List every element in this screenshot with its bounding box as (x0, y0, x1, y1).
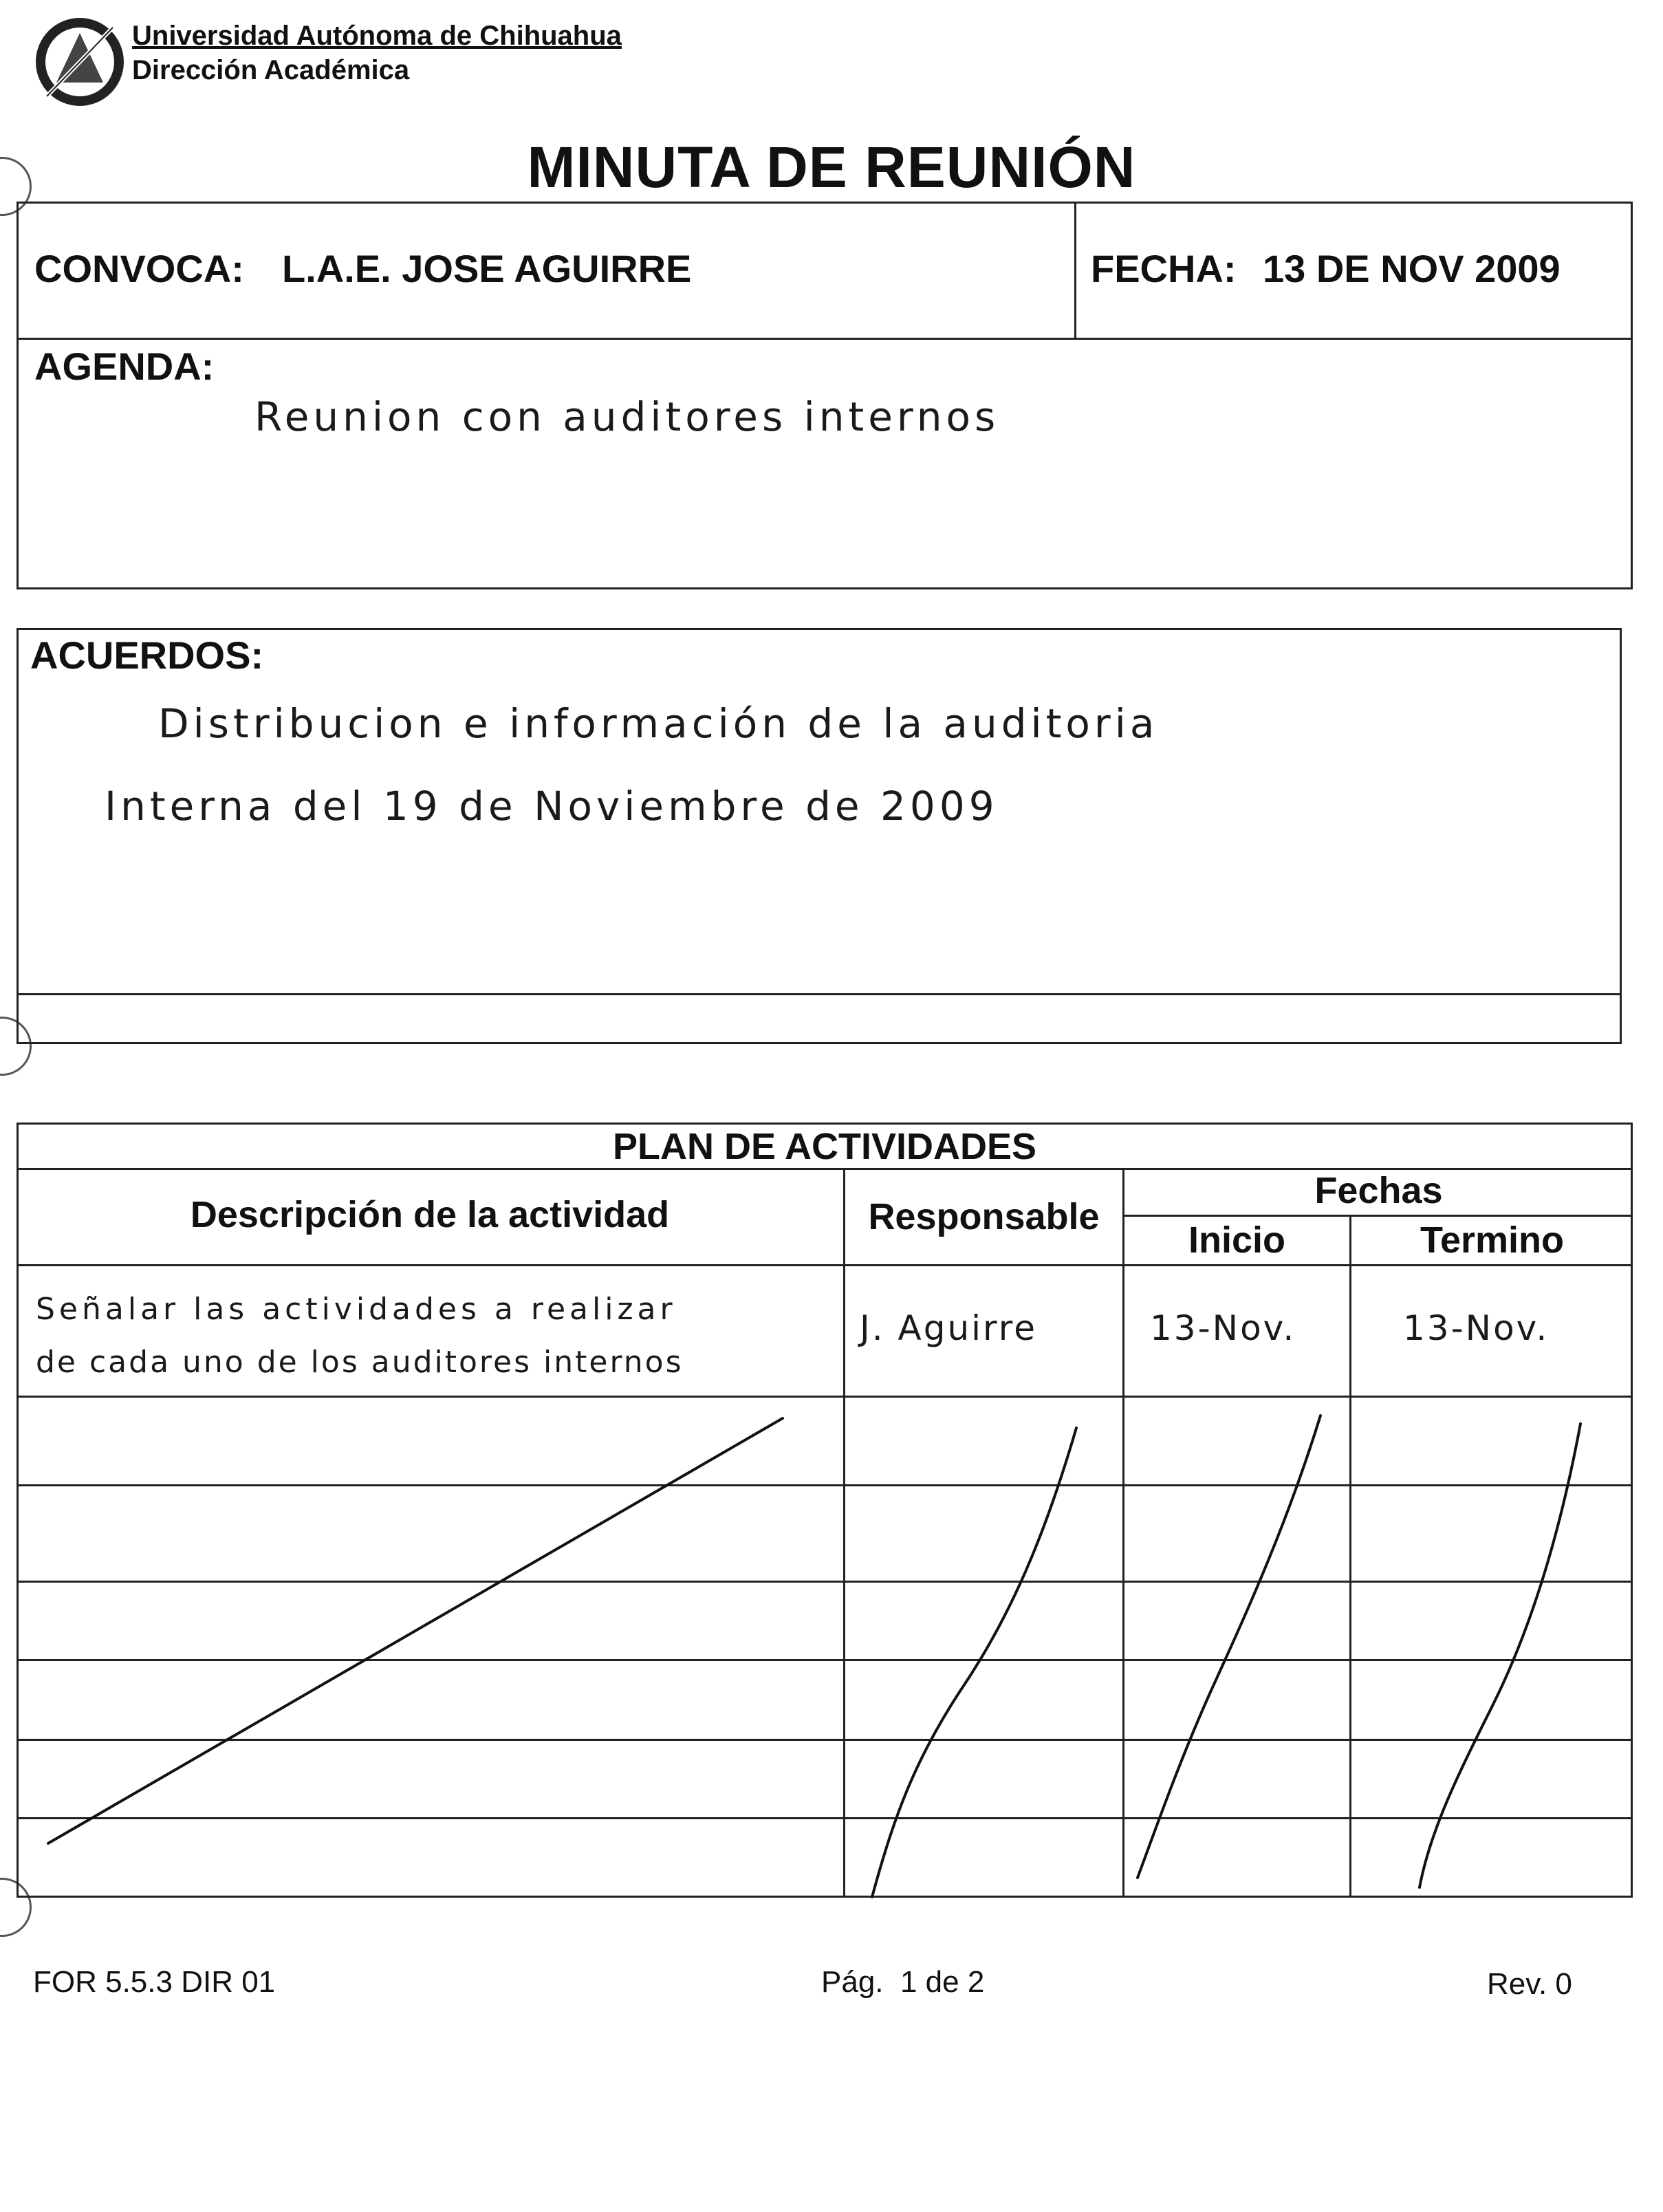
page-title: MINUTA DE REUNIÓN (527, 135, 1136, 199)
row-1-inicio: 13-Nov. (1150, 1308, 1296, 1348)
agenda-label: AGENDA: (34, 345, 215, 388)
row-1-description-line-1: Señalar las actividades a realizar (36, 1292, 677, 1327)
strike-line-description (48, 1418, 783, 1843)
department-name: Dirección Académica (132, 55, 410, 85)
acuerdos-line-2: Interna del 19 de Noviembre de 2009 (105, 783, 999, 830)
col-header-description: Descripción de la actividad (190, 1194, 670, 1235)
col-header-fechas: Fechas (1314, 1170, 1443, 1211)
convoca-label: CONVOCA: (34, 247, 244, 290)
form-code: FOR 5.5.3 DIR 01 (33, 1965, 276, 1999)
agenda-handwritten-text: Reunion con auditores internos (254, 393, 1000, 440)
strike-line-termino (1420, 1424, 1580, 1887)
col-header-inicio: Inicio (1188, 1219, 1285, 1261)
page-number: Pág. 1 de 2 (821, 1965, 985, 1999)
acuerdos-line-1: Distribucion e información de la auditoria (158, 700, 1159, 747)
col-header-responsable: Responsable (868, 1196, 1100, 1237)
plan-title: PLAN DE ACTIVIDADES (612, 1126, 1037, 1167)
row-1-responsable: J. Aguirre (860, 1308, 1037, 1348)
fecha-value: 13 DE NOV 2009 (1263, 247, 1561, 290)
fecha-label: FECHA: (1091, 247, 1237, 290)
row-1-description-line-2: de cada uno de los auditores internos (36, 1345, 684, 1380)
acuerdos-label: ACUERDOS: (30, 633, 264, 677)
revision: Rev. 0 (1487, 1967, 1572, 2001)
col-header-termino: Termino (1420, 1219, 1564, 1261)
strike-line-responsable (872, 1428, 1076, 1897)
row-1-termino: 13-Nov. (1403, 1308, 1550, 1348)
university-name: Universidad Autónoma de Chihuahua (132, 21, 622, 51)
convoca-value: L.A.E. JOSE AGUIRRE (282, 247, 692, 290)
strike-line-inicio (1138, 1416, 1320, 1878)
